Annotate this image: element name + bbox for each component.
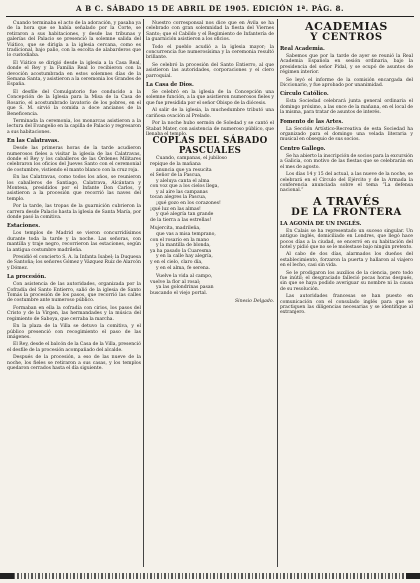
verse-line: el Señor de la Pascua, (150, 173, 202, 179)
verse-line: ¡qué luz en las almas! (150, 206, 201, 212)
paragraph: Se ha abierto la inscripción de socios para la excursión a Galicia, con motivo de las fiestas que se celebrarán en el mes de agosto. (280, 153, 413, 170)
verse-line: y la mantilla de blonda, (156, 243, 211, 249)
paragraph: Al cabo de dos días, alarmados los dueños del establecimiento, forzaron la puerta y hallaron al viajero en el lecho, casi sin vida. (280, 252, 413, 269)
verse-line: Cuando, campanas, el jubiloso (156, 156, 227, 162)
paragraph: Al salir de la iglesia, la muchedumbre tributó una cariñosa ovación al Prelado. (146, 108, 274, 119)
verse-line: buscando el viejo portal. (150, 290, 208, 296)
paragraph: Por la tarde, las tropas de la guarnición cubrieron la carrera desde Palacio hasta la iglesia de Santa María, por donde pasó la comitiva. (7, 204, 141, 220)
verse-line: tocan alegres la Pascua, (150, 195, 207, 201)
verse-line: y al aire las campanas (156, 189, 208, 195)
section-heading: Centro Gallego. (280, 145, 326, 152)
paragraph: Cuando terminaba el acto de la adoración, y pasaba ya de la hora que se había señalado por la Corte, se retiraron a sus habitaciones, y desde las tribunas y galerías del Palacio se presenció la solemne salida del Viático, que se dirigía a la iglesia cercana, como es tradicional, bajo palio, con la escolta de alabarderos que lo custodiaba. (7, 21, 141, 59)
verse-line: Vuelve la vida al campo, (156, 274, 213, 280)
paragraph: Se celebró la procesión del Santo Entierro, al que asistieron las autoridades, corporaciones y el clero parroquial. (146, 62, 274, 79)
footer-bar (0, 573, 420, 579)
section-title: A TRAVÉS (312, 194, 381, 208)
section-heading: La procesión. (7, 274, 47, 281)
verse-line: y en el cielo, claro día, (150, 260, 203, 265)
verse-line: con voz que a los cielos llega, (150, 184, 219, 190)
paragraph: Los templos de Madrid se vieron concurridísimos durante toda la tarde y la noche. Las señoras, con mantilla y traje negro, recorrieron las estaciones, según la antigua costumbre madrileña. (7, 231, 141, 253)
paragraph: Después de la procesión, a eso de las nueve de la noche, los fieles se retiraron a sus casas, y los templos quedaron cerrados hasta el día siguiente. (7, 355, 141, 371)
column-3 (280, 19, 413, 567)
paragraph: Sabemos que por la tarde de ayer se reunió la Real Academia Española en sesión ordinaria, bajo la presidencia del señor Pidal, y se ocupó de asuntos de régimen interior. (280, 54, 413, 76)
verse-line: de la tierra a las estrellas! (150, 217, 212, 223)
section-title: ACADEMIAS (305, 20, 388, 33)
signature: Sinesio Delgado. (235, 298, 274, 304)
verse-line: anuncia que ya resucita (156, 167, 212, 173)
verse-line: Mujercita, madrileña, (150, 226, 201, 232)
verse-line: repique de la mañana (150, 161, 201, 167)
poem-title: COPLAS DEL SÁBADO (152, 136, 268, 147)
footer-corner-left (0, 573, 14, 579)
column-divider-2 (277, 19, 278, 567)
verse-line: y qué alegría tan grande (156, 212, 214, 218)
paragraph: Se le prodigaron los auxilios de la ciencia, pero todo fue inútil; el desgraciado falleció pocas horas después, sin que se haya podido averiguar su nombre ni la causa de su resolución. (280, 270, 413, 292)
section-subtitle: Y CENTROS (310, 32, 383, 43)
paragraph: Formaban en ella la cofradía con cirios, los pasos del Cristo y de la Virgen, las hermandades y la música del regimiento de Saboya, que cerraba la marcha. (7, 305, 141, 322)
paragraph: Esta Sociedad celebrará junta general ordinaria el domingo próximo, a las once de la mañana, en el local de la misma, para tratar de asuntos de interés. (280, 99, 413, 116)
paragraph: Se celebró en la iglesia de la Concepción una solemne función, a la que asistieron numerosos fieles y que fue presidida por el señor Obispo de la diócesis. (146, 90, 274, 106)
masthead: A B C. SÁBADO 15 DE ABRIL DE 1905. EDICIÓN 1ª. PÁG. 8. (76, 4, 344, 13)
paragraph: Con asistencia de las autoridades, organizada por la Cofradía del Santo Entierro, salió de la iglesia de Santo Tomás la procesión de los pasos, que recorrió las calles de costumbre ante numeroso público. (7, 282, 141, 304)
paragraph: En Calais se ha representado un suceso singular. Un antiguo inglés, domiciliado en Londres, que llegó hace pocos días a la ciudad, se encerró en su habitación del hotel y pidió que no se le molestase bajo ningún pretexto. (280, 228, 413, 250)
section-heading: Fomento de las Artes. (280, 118, 344, 125)
column-1 (7, 19, 141, 567)
footer-corner-right (406, 573, 420, 579)
paragraph: El Viático se dirigió desde la iglesia a la Casa Real, donde el Rey y la Familia Real lo recibieron con la devoción acostumbrada en estos solemnes días de la Semana Santa, y asistieron a la ceremonia los Grandes de España. (7, 60, 141, 88)
verse-line: y en la calle hay alegría, (156, 254, 213, 260)
paragraph: Todo el pueblo acudió a la iglesia mayor; la concurrencia fue numerosísima y la ceremonia resultó brillante. (146, 44, 274, 61)
paragraph: Se leyó el informe de la comisión encargada del Diccionario, y fue aprobado por unanimidad. (280, 77, 413, 89)
paragraph: Las autoridades francesas se han puesto en comunicación con el consulado inglés para que se practiquen las diligencias necesarias y se identifique al extranjero. (280, 294, 413, 316)
paragraph: Desde las primeras horas de la tarde acudieron numerosos fieles a visitar la iglesia de las Calatravas, donde el Rey y los caballeros de las Órdenes Militares celebraron los oficios del Jueves Santo con el ceremonial de costumbre, vistiendo el manto blanco con la cruz roja. (7, 146, 141, 173)
section-heading: En las Calatravas. (7, 138, 60, 145)
section-subtitle: DE LA FRONTERA (291, 206, 402, 218)
column-divider-1 (143, 19, 144, 567)
poem-title: PASCUALES (178, 145, 242, 156)
section-heading: Estaciones. (7, 223, 41, 230)
paragraph: Nuestro corresponsal nos dice que en Ávila se ha celebrado con gran solemnidad la fiesta del Viernes Santo; que el Cabildo y el Regimiento de Infantería de la guarnición asistieron a los oficios. (146, 21, 274, 43)
section-heading: La Casa de Dios. (146, 82, 194, 89)
verse-line: y aleluya canta el alma (156, 178, 210, 184)
paragraph: La Sección Artístico-Recreativa de esta Sociedad ha organizado para el domingo una velada literaria y musical en obsequio de sus socios. (280, 126, 413, 143)
paragraph: El Rey, desde el balcón de la Casa de la Villa, presenció el desfile de la procesión acompañado del alcalde. (7, 342, 141, 353)
column-2 (146, 19, 274, 567)
paragraph: Terminada la ceremonia, los monarcas asistieron a la lectura del Evangelio en la capilla de Palacio y regresaron a sus habitaciones. (7, 118, 141, 135)
masthead-rule (6, 16, 414, 17)
paragraph: Por la noche hubo sermón de Soledad y se cantó el Stabat Mater, con asistencia de numeroso público, que llenaba el templo. (146, 121, 274, 137)
paragraph: El desfile del Comulgatorio fue conducido a la Concepción de la Iglesia para la Misa de la Casa de Rosario, el acostumbrado lavatorio de los pobres, en el que S. M. sirvió la comida a doce ancianos de la Beneficencia. (7, 89, 141, 117)
section-heading: Real Academia. (280, 46, 325, 52)
section-heading: LA AGONÍA DE UN INGLÉS. (280, 220, 362, 227)
paragraph: En las Calatravas, como todos los años, se reunieron los caballeros de Santiago, Calatrava, Alcántara y Montesa, presididos por el Infante Don Carlos, y asistieron a la procesión que recorrió las naves del templo. (7, 175, 141, 202)
verse-line: que vas a misa temprano, (156, 232, 216, 238)
section-heading: Círculo Católico. (280, 91, 329, 98)
verse-line: ¡qué gozo en los corazones! (156, 201, 221, 207)
paragraph: Presidió el concierto S. A. la Infanta Isabel; la Duquesa de Santoña; los señores Gómez y Vázquez Ruiz de Alarcón y Dómez. (7, 255, 141, 271)
paragraph: En la plaza de la Villa se detuvo la comitiva, y el público presenció con recogimiento el paso de las imágenes. (7, 324, 141, 340)
verse-line: y en el alma, fe serena. (156, 265, 211, 271)
verse-line: con el rosario en la mano (150, 237, 209, 243)
verse-line: ya ha pasado la Cuaresma (150, 248, 212, 254)
verse-line: ya las golondrinas pasan (156, 285, 214, 291)
verse-line: vuelve la flor al rosal; (150, 279, 201, 285)
paragraph: Los días 14 y 15 del actual, a las nueve de la noche, se celebrará en el Círculo del Ejército y de la Armada la conferencia anunciada sobre el tema “La defensa nacional.” (280, 172, 413, 194)
